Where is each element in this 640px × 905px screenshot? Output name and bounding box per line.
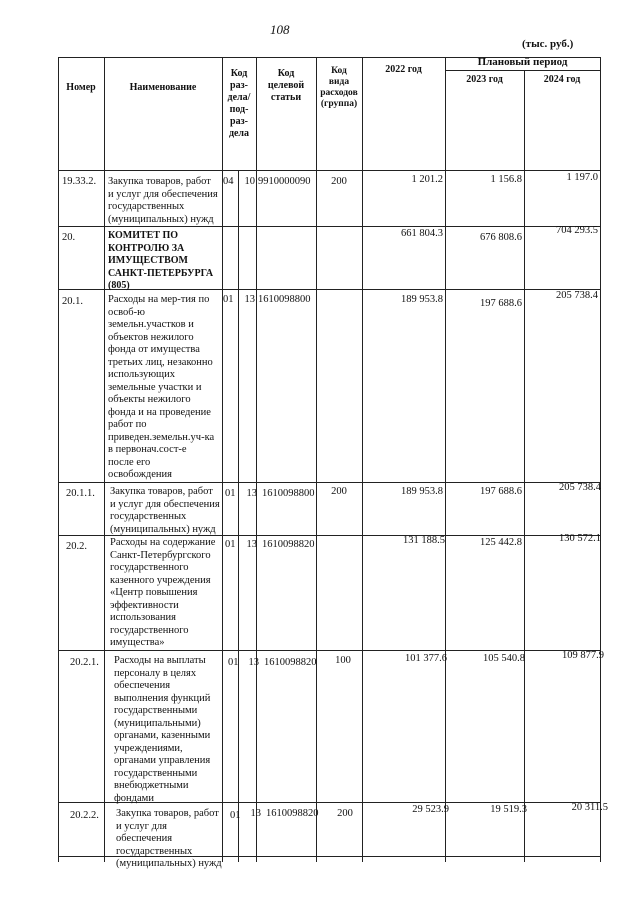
row-statya: 1610098820 bbox=[262, 539, 315, 550]
row-statya: 1610098800 bbox=[262, 488, 315, 499]
row-2022: 29 523.9 bbox=[412, 804, 449, 815]
row-border-1 bbox=[58, 226, 600, 227]
row-statya: 1610098820 bbox=[266, 808, 319, 819]
row-name: Расходы на содержание Санкт-Петербургского государственного казенного учреждения «Центр повышения эффективности использования государственного имущества» bbox=[110, 537, 216, 648]
row-nomer: 20. bbox=[62, 232, 76, 243]
col-border-kod-razdela bbox=[256, 57, 257, 862]
row-vid: 200 bbox=[331, 176, 347, 187]
row-statya: 9910000090 bbox=[258, 176, 311, 187]
row-name: Закупка товаров, работ и услуг для обеспечения государственных (муниципальных) нужд bbox=[110, 486, 220, 535]
row-razdel: 01 bbox=[228, 657, 239, 668]
row-2023: 105 540.8 bbox=[483, 653, 525, 664]
row-2023: 1 156.8 bbox=[490, 174, 522, 185]
page-number: 108 bbox=[270, 22, 290, 37]
row-2022: 1 201.2 bbox=[411, 174, 443, 185]
row-name: КОМИТЕТ ПО КОНТРОЛЮ ЗА ИМУЩЕСТВОМ САНКТ-ПЕТЕРБУРГА (805) bbox=[108, 230, 214, 291]
col-border-nomer bbox=[104, 57, 105, 862]
row-nomer: 19.33.2. bbox=[62, 176, 97, 187]
row-2023: 19 519.3 bbox=[490, 804, 527, 815]
planned-period-divider bbox=[445, 70, 600, 71]
row-podrazdel: 13 bbox=[246, 488, 257, 499]
row-2022: 189 953.8 bbox=[401, 294, 443, 305]
row-statya: 1610098820 bbox=[264, 657, 317, 668]
row-razdel: 01 bbox=[223, 294, 234, 305]
row-nomer: 20.1.1. bbox=[66, 488, 95, 499]
row-nomer: 20.2. bbox=[66, 541, 87, 552]
row-2022: 101 377.6 bbox=[405, 653, 447, 664]
row-2024: 1 197.0 bbox=[566, 172, 598, 183]
row-vid: 200 bbox=[331, 486, 347, 497]
row-podrazdel: 13 bbox=[248, 657, 259, 668]
row-2024: 704 293.5 bbox=[556, 225, 598, 236]
header-kod-vida: Код вида расходов (группа) bbox=[320, 66, 358, 109]
row-2024: 130 572.1 bbox=[559, 533, 601, 544]
row-podrazdel: 13 bbox=[244, 294, 255, 305]
header-kod-razdela: Код раз- дела/ под- раз- дела bbox=[227, 68, 251, 139]
col-border-razdel bbox=[238, 170, 239, 862]
row-name: Закупка товаров, работ и услуг для обеспечения государственных (муниципальных) нужд bbox=[116, 808, 222, 869]
row-2023: 676 808.6 bbox=[480, 232, 522, 243]
row-name: Закупка товаров, работ и услуг для обеспечения государственных (муниципальных) нужд bbox=[108, 176, 218, 225]
row-2024: 205 738.4 bbox=[559, 482, 601, 493]
header-2022: 2022 год bbox=[385, 64, 422, 75]
row-2022: 661 804.3 bbox=[401, 228, 443, 239]
row-razdel: 01 bbox=[225, 539, 236, 550]
row-border-5 bbox=[58, 650, 600, 651]
row-2023: 125 442.8 bbox=[480, 537, 522, 548]
row-vid: 100 bbox=[335, 655, 351, 666]
row-podrazdel: 13 bbox=[246, 539, 257, 550]
row-2023: 197 688.6 bbox=[480, 486, 522, 497]
row-statya: 1610098800 bbox=[258, 294, 311, 305]
row-podrazdel: 13 bbox=[250, 808, 261, 819]
header-planovy-period: Плановый период bbox=[477, 56, 568, 68]
col-border-left bbox=[58, 57, 59, 862]
header-naimenovanie: Наименование bbox=[129, 82, 197, 93]
col-border-2023 bbox=[524, 70, 525, 862]
row-razdel: 01 bbox=[225, 488, 236, 499]
header-nomer: Номер bbox=[66, 82, 96, 93]
row-vid: 200 bbox=[337, 808, 353, 819]
row-2024: 20 311.5 bbox=[571, 802, 608, 813]
row-border-3 bbox=[58, 482, 600, 483]
row-podrazdel: 10 bbox=[244, 176, 255, 187]
header-kod-statyi: Код целевой статьи bbox=[267, 68, 305, 103]
row-razdel: 04 bbox=[223, 176, 234, 187]
header-2024: 2024 год bbox=[543, 74, 581, 85]
col-border-right bbox=[600, 57, 601, 862]
header-2023: 2023 год bbox=[466, 74, 503, 85]
row-nomer: 20.1. bbox=[62, 296, 83, 307]
row-2024: 109 877.9 bbox=[562, 650, 604, 661]
units-note: (тыс. руб.) bbox=[522, 38, 574, 50]
row-2024: 205 738.4 bbox=[556, 290, 598, 301]
row-border-header bbox=[58, 170, 600, 171]
row-2022: 131 188.5 bbox=[403, 535, 445, 546]
row-razdel: 01 bbox=[230, 810, 241, 821]
row-nomer: 20.2.1. bbox=[70, 657, 99, 668]
row-2022: 189 953.8 bbox=[401, 486, 443, 497]
row-name: Расходы на выплаты персоналу в целях обеспечения выполнения функций государственными (муниципальными) органами, казенными учреждениями, органами управления государственными внебюджетными фондами bbox=[114, 655, 211, 804]
row-2023: 197 688.6 bbox=[480, 298, 522, 309]
row-nomer: 20.2.2. bbox=[70, 810, 99, 821]
row-name: Расходы на мер-тия по освоб-ю земельн.участков и объектов нежилого фонда от имущества третьих лиц, незаконно использующих земельные участки и объекты нежилого фонда и на проведение работ по приведен.земельн.уч-ка в первонач.сост-е после его освобождения bbox=[108, 294, 215, 480]
